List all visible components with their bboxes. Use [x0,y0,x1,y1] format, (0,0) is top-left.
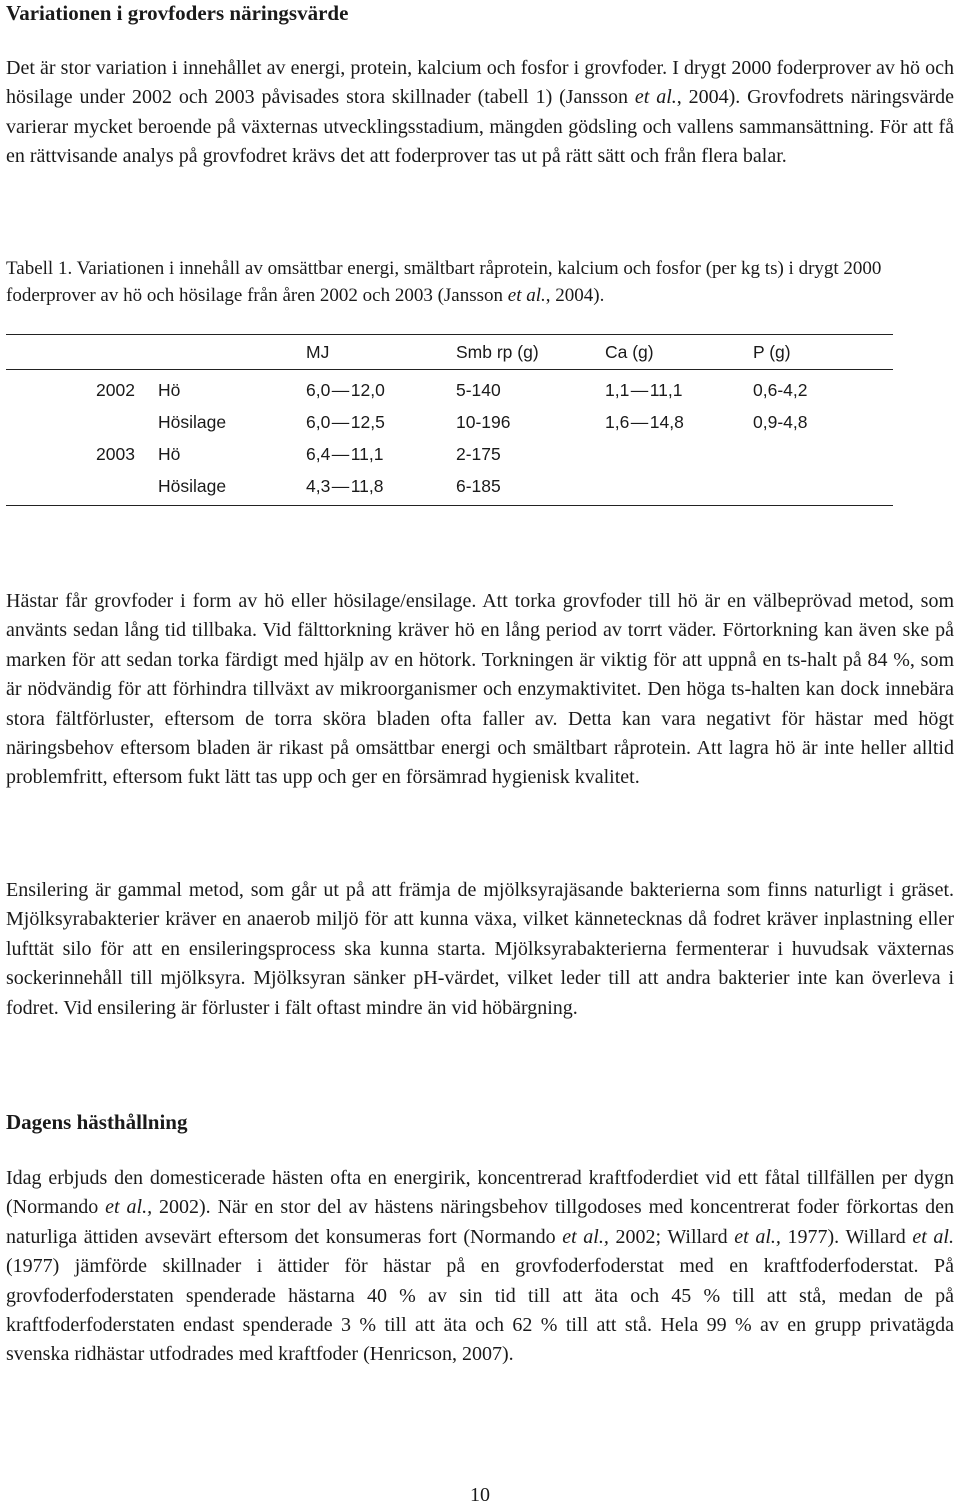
table-row [6,439,893,471]
page-number: 10 [470,1484,490,1506]
cell-mj: 6,0 — 12,5 [306,412,385,433]
text-run: Tabell 1. Variationen i innehåll av omsättbar energi, smältbart råprotein, kalcium och fosfor (per kg ts) i drygt 2000 foderprover av hö och hösilage från åren 2002 och 2003 (Jansson [6,258,882,306]
cell-year [6,470,158,506]
cell-mj: 4,3 — 11,8 [306,470,456,506]
cell-mj: 6,0 — 12,0 [306,380,385,400]
paragraph-ensiling: Ensilering är gammal metod, som går ut på att främja de mjölksyrajäsande bakterierna som finns naturligt i gräset. Mjölksyrabakterier kräver en anaerob miljö för att kunna växa, vilket kännetecknas då fodret kräver inplastning eller lufttät silo för att en ensileringsprocess ska kunna starta. Mjölksyrabakterierna fermenterar i huvudsak växternas sockerinnehåll till mjölksyra. Mjölksyran sänker pH-värdet, vilket leder till att andra bakterier inte kan överleva i fodret. Vid ensilering är förluster i fält oftast mindre än vid höbärgning. [6,879,954,1019]
italic-run: et al., [105,1196,153,1219]
text-run: (1977) jämförde skillnader i ättider för hästar på en grovfoderfoderstat med en kraftfoderfoderstat. På grovfoderfoderstaten spenderade hästarna 40 % av sin tid till att äta och 45 % till att stå, medan de på kraftfoderfoderstaten endast spenderade 3 % till att äta och 62 % till att stå. Hela 99 % av en grupp privatägda svenska ridhästar utfodrades med kraftfoder (Henricson, 2007). [6,1255,954,1366]
italic-run: et al. [507,284,546,306]
paragraph-intro [6,54,954,172]
section-heading-horse-keeping: Dagens hästhållning [6,1110,188,1134]
italic-run: et al. [912,1225,954,1248]
table-caption [6,256,886,309]
section-heading-variation: Variationen i grovfoders näringsvärde [6,1,349,25]
cell-feed: Hösilage [158,470,306,506]
table-row [6,370,893,408]
table-row [6,407,893,439]
italic-run: et al. [634,86,677,109]
table-header-row [6,335,893,370]
cell-mj: 6,4 — 11,1 [306,443,384,464]
text-run: , 2004). [545,284,605,306]
cell-smb-rp: 2-175 [456,443,501,464]
cell-feed: Hö [158,380,181,400]
cell-smb-rp: 6-185 [456,470,605,506]
header-feed [158,335,306,370]
cell-year: 2003 [96,443,135,464]
paragraph-hay: Hästar får grovfoder i form av hö eller hösilage/ensilage. Att torka grovfoder till hö är en välbeprövad metod, som använts sedan lång tid tillbaka. Vid fälttorkning kräver hö en lång period av torrt väder. Förtorkning kan även ske på marken för att sedan torka färdigt med hjälp av en hötork. Torkningen är viktig för att uppnå en ts-halt på 84 %, som är nödvändig för att förhindra tillväxt av mikroorganismer och enzymaktivitet. Den höga ts-halten kan dock innebära stora fältförluster, eftersom de torra sköra bladen ofta faller av. Detta kan vara negativt för hästar med högt näringsbehov eftersom bladen är rikast på omsättbar energi och smältbart råprotein. Att lagra hö är inte heller alltid problemfritt, eftersom fukt lätt tas upp och ger en försämrad hygienisk kvalitet. [6,590,954,789]
cell-ca: 1,1 — 11,1 [605,380,683,400]
cell-ca [605,470,753,506]
italic-run: et al., [734,1225,781,1248]
cell-feed: Hösilage [158,412,227,433]
cell-p [753,439,893,471]
cell-p: 0,9-4,8 [753,412,808,433]
text-run: Idag erbjuds den domesticerade hästen ofta en energirik, koncentrerad kraftfoderdiet vid ett fåtal tillfällen per dygn (Normando [6,1167,954,1219]
italic-run: et al., [562,1225,609,1248]
paragraph-horse-keeping [6,1164,954,1370]
nutrition-variation-table [6,334,893,506]
cell-p [753,470,893,506]
header-p: P (g) [753,335,893,370]
cell-ca [605,439,753,471]
header-mj: MJ [306,335,456,370]
cell-p: 0,6-4,2 [753,380,808,400]
text-run: 1977). Willard [780,1225,913,1248]
text-run: , 2004). Grovfodrets näringsvärde varierar mycket beroende på växternas utvecklingsstadium, mängden gödsling och vallens sammansättning. För att få en rättvisande analys på grovfodret krävs det att foderprover tas ut på rätt sätt och från flera balar. [6,86,954,168]
header-year [6,335,158,370]
header-ca: Ca (g) [605,335,753,370]
cell-feed: Hö [158,443,181,464]
header-smb-rp: Smb rp (g) [456,335,605,370]
table-row [6,470,893,506]
cell-ca: 1,6 — 14,8 [605,412,684,433]
cell-year: 2002 [96,380,135,400]
text-run: Det är stor variation i innehållet av energi, protein, kalcium och fosfor i grovfoder. I drygt 2000 foderprover av hö och hösilage under 2002 och 2003 påvisades stora skillnader (tabell 1) (Jansson [6,57,954,109]
text-run: 2002; Willard [608,1225,735,1248]
cell-smb-rp: 5-140 [456,380,501,400]
text-run: 2002). När en stor del av hästens näringsbehov tillgodoses med koncentrerat foder förkortas den naturliga ättiden avsevärt eftersom det konsumeras fort (Normando [6,1196,954,1248]
cell-year [6,407,158,439]
cell-smb-rp: 10-196 [456,412,511,433]
